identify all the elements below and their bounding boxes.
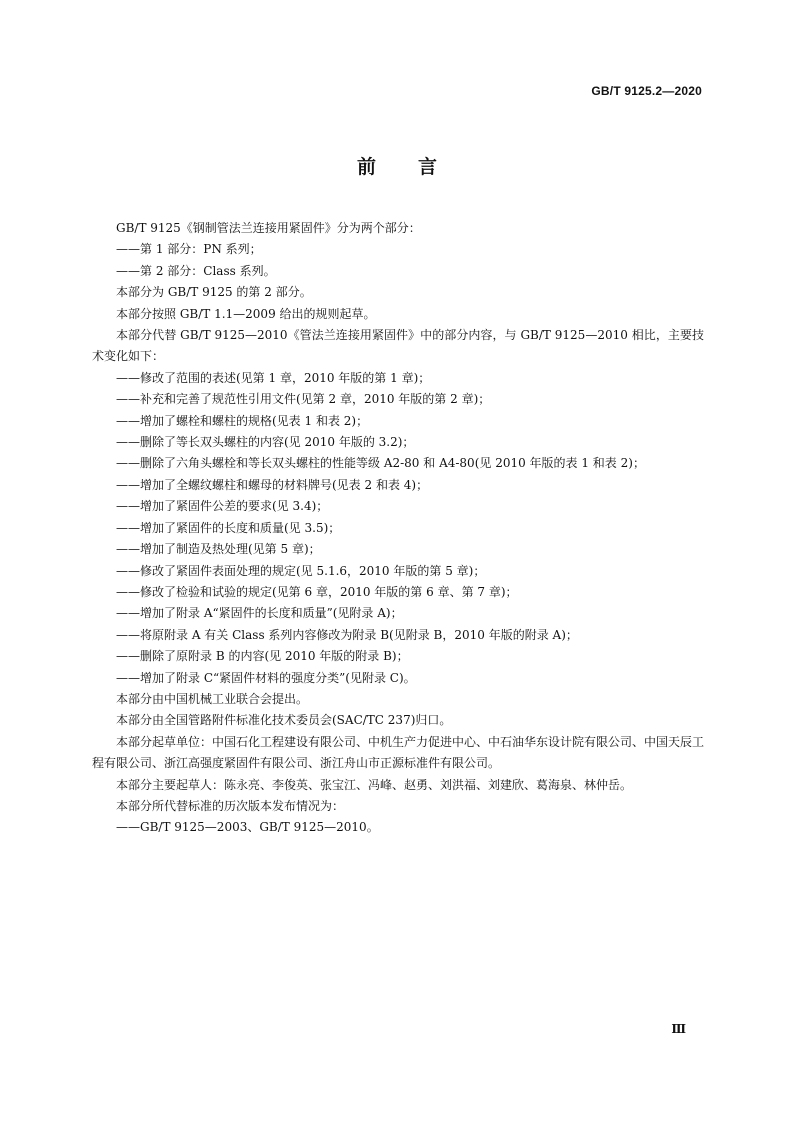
document-body xyxy=(92,218,704,839)
list-item: ——增加了附录 C“紧固件材料的强度分类”(见附录 C)。 xyxy=(116,670,416,685)
list-item: ——第 1 部分：PN 系列； xyxy=(116,242,262,257)
paragraph: 本部分代替 GB/T 9125—2010《管法兰连接用紧固件》中的部分内容，与 GB/T 9125—2010 相比，主要技术变化如下： xyxy=(92,328,704,364)
list-item: ——增加了全螺纹螺柱和螺母的材料牌号(见表 2 和表 4)； xyxy=(116,477,429,492)
list-item: ——修改了检验和试验的规定(见第 6 章，2010 年版的第 6 章、第 7 章)； xyxy=(116,584,518,599)
list-item: ——删除了原附录 B 的内容(见 2010 年版的附录 B)； xyxy=(116,649,409,664)
list-item: ——补充和完善了规范性引用文件(见第 2 章，2010 年版的第 2 章)； xyxy=(116,392,491,407)
paragraph: 本部分所代替标准的历次版本发布情况为： xyxy=(116,798,345,813)
list-item: ——修改了紧固件表面处理的规定(见 5.1.6，2010 年版的第 5 章)； xyxy=(116,563,486,578)
list-item: ——GB/T 9125—2003、GB/T 9125—2010。 xyxy=(116,820,379,835)
paragraph: GB/T 9125《钢制管法兰连接用紧固件》分为两个部分： xyxy=(116,221,421,235)
paragraph: 本部分主要起草人：陈永亮、李俊英、张宝江、冯峰、赵勇、刘洪福、刘建欣、葛海泉、林仲岳。 xyxy=(116,777,633,792)
paragraph: 本部分按照 GB/T 1.1—2009 给出的规则起草。 xyxy=(116,306,376,321)
list-item: ——增加了紧固件公差的要求(见 3.4)； xyxy=(116,499,329,514)
list-item: ——删除了六角头螺栓和等长双头螺柱的性能等级 A2-80 和 A4-80(见 2010 年版的表 1 和表 2)； xyxy=(116,456,645,471)
paragraph: 本部分由中国机械工业联合会提出。 xyxy=(116,691,309,706)
list-item: ——增加了制造及热处理(见第 5 章)； xyxy=(116,542,321,557)
list-item: ——修改了范围的表述(见第 1 章，2010 年版的第 1 章)； xyxy=(116,370,431,385)
list-item: ——将原附录 A 有关 Class 系列内容修改为附录 B(见附录 B，2010 年版的附录 A)； xyxy=(116,627,578,642)
list-item: ——增加了螺栓和螺柱的规格(见表 1 和表 2)； xyxy=(116,413,369,428)
standard-number: GB/T 9125.2—2020 xyxy=(591,84,702,98)
list-item: ——增加了附录 A“紧固件的长度和质量”(见附录 A)； xyxy=(116,606,403,621)
paragraph: 本部分由全国管路附件标准化技术委员会(SAC/TC 237)归口。 xyxy=(116,713,452,728)
paragraph: 本部分起草单位：中国石化工程建设有限公司、中机生产力促进中心、中石油华东设计院有限公司、中国天辰工程有限公司、浙江高强度紧固件有限公司、浙江舟山市正源标准件有限公司。 xyxy=(92,734,705,771)
list-item: ——删除了等长双头螺柱的内容(见 2010 年版的 3.2)； xyxy=(116,435,415,450)
list-item: ——增加了紧固件的长度和质量(见 3.5)； xyxy=(116,520,341,535)
page-number: Ⅲ xyxy=(671,1022,686,1036)
page-title: 前言 xyxy=(356,156,479,178)
paragraph: 本部分为 GB/T 9125 的第 2 部分。 xyxy=(116,285,312,300)
list-item: ——第 2 部分：Class 系列。 xyxy=(116,263,276,278)
